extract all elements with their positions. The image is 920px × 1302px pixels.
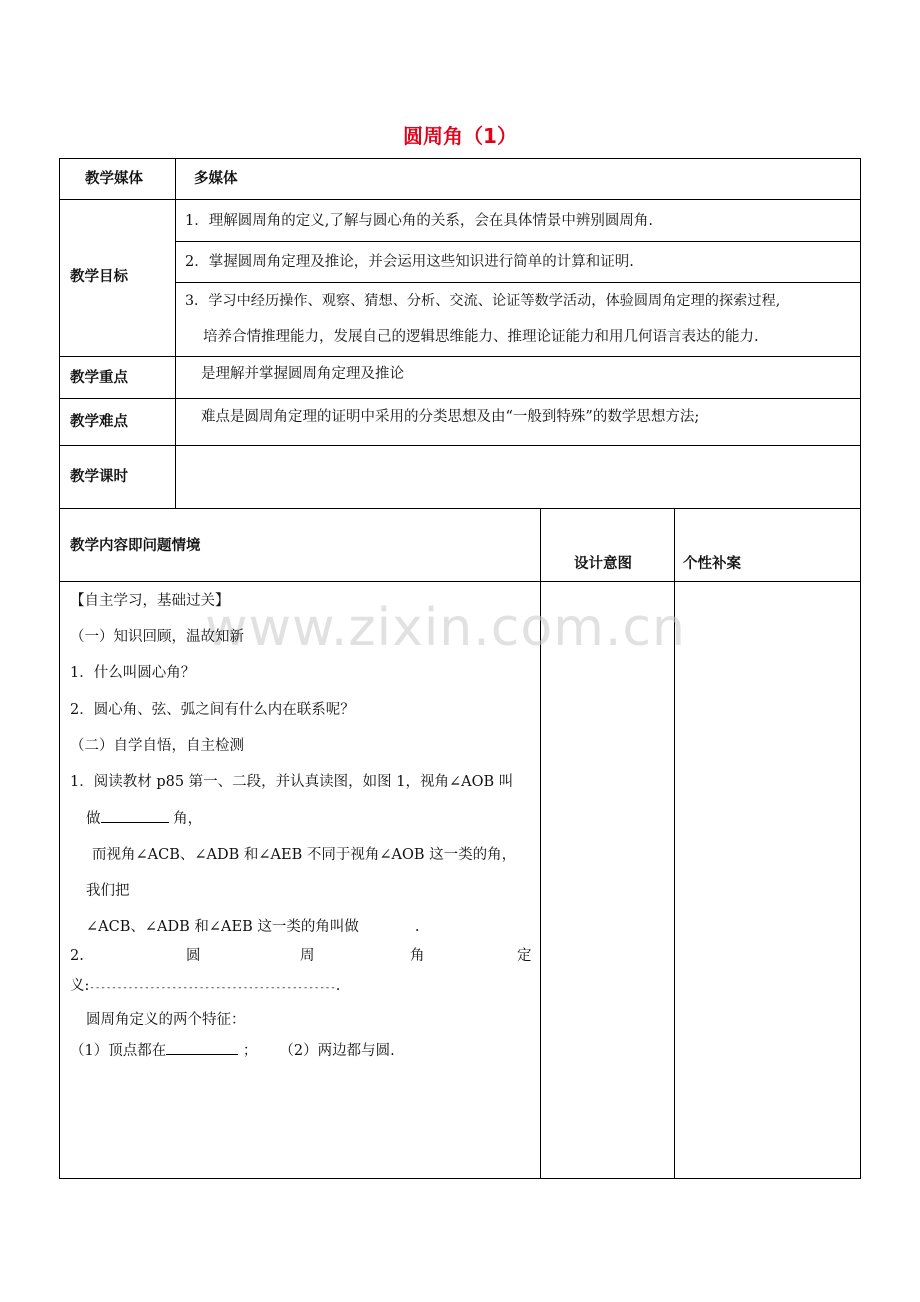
hours-label: 教学课时 [70,469,128,485]
difficulties-label: 教学难点 [70,414,128,430]
fill-blank[interactable] [101,808,169,823]
question-2: 2．圆心角、弦、弧之间有什么内在联系呢？ [70,702,355,718]
definition-word-4: 定 [517,948,532,964]
goal-item-3: 3．学习中经历操作、观察、猜想、分析、交流、论证等数学活动，体验圆周角定理的探索过程, [185,293,781,309]
definition-word-1: 圆 [186,948,201,964]
task-1-line-3: 而视角∠ACB、∠ADB 和∠AEB 不同于视角∠AOB 这一类的角， [92,847,517,863]
subsection-2: （二）自学自悟，自主检测 [70,738,244,754]
features-line: （1）顶点都在 ； （2）两边都与圆. [70,1040,395,1061]
media-value: 多媒体 [194,171,238,187]
section-heading: 【自主学习，基础过关】 [70,593,230,609]
definition-blank[interactable]: --------------------------------------------- [89,983,336,993]
content-header: 教学内容即问题情境 [70,538,201,554]
goal-item-2: 2．掌握圆周角定理及推论，并会运用这些知识进行简单的计算和证明. [185,254,634,270]
goals-label: 教学目标 [70,269,128,285]
media-label: 教学媒体 [85,171,143,187]
definition-number: 2. [70,948,84,964]
page-title: 圆周角（1） [403,124,517,148]
task-1-line-4: 我们把 [86,883,130,899]
vertex-blank[interactable] [166,1040,238,1055]
subsection-1: （一）知识回顾，温故知新 [70,629,244,645]
goal-item-3-continued: 培养合情推理能力，发展自己的逻辑思维能力、推理论证能力和用几何语言表达的能力. [203,329,759,345]
key-points-value: 是理解并掌握圆周角定理及推论 [201,366,404,382]
design-header: 设计意图 [574,556,632,572]
definition-line: 义:---------------------------------------------. [70,978,341,994]
definition-word-3: 角 [410,948,425,964]
personal-header: 个性补案 [683,556,741,572]
goal-item-1: 1．理解圆周角的定义,了解与圆心角的关系，会在具体情景中辨别圆周角. [185,213,653,229]
difficulties-value: 难点是圆周角定理的证明中采用的分类思想及由“一般到特殊”的数学思想方法; [201,409,700,425]
watermark: www.zixin.com.cn [205,598,686,658]
question-1: 1．什么叫圆心角？ [70,665,196,681]
info-table-divider [175,158,176,509]
task-1: 1．阅读教材 p85 第一、二段，并认真读图，如图 1，视角∠AOB 叫 [70,774,514,790]
task-1-line-5: ∠ACB、∠ADB 和∠AEB 这一类的角叫做 . [86,919,420,935]
definition-word-2: 周 [300,948,315,964]
key-points-label: 教学重点 [70,370,128,386]
features-heading: 圆周角定义的两个特征： [86,1012,246,1028]
task-1-line-2: 做 角， [86,808,202,829]
